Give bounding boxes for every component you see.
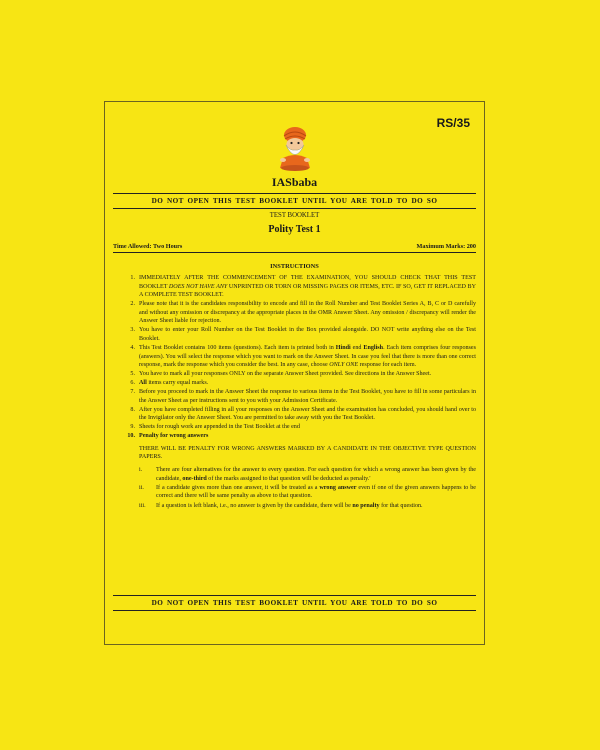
sage-mascot-icon bbox=[274, 124, 316, 172]
list-item: 9. Sheets for rough work are appended in the Test Booklet at the end bbox=[130, 424, 300, 431]
list-item: 10. Penalty for wrong answers bbox=[127, 433, 209, 440]
instructions-heading: INSTRUCTIONS bbox=[270, 263, 319, 270]
list-item: iii. If a question is left blank, i.e., no answer is given by the candidate, there will be no penalty for that question. bbox=[139, 502, 423, 509]
warning-banner-top: DO NOT OPEN THIS TEST BOOKLET UNTIL YOU ARE TOLD TO DO SO bbox=[151, 197, 438, 205]
penalty-intro: THERE WILL BE PENALTY FOR WRONG ANSWERS MARKED BY A CANDIDATE IN THE OBJECTIVE TYPE QUESTION PAPERS. bbox=[139, 445, 476, 461]
brand-name: IASbaba bbox=[271, 175, 318, 189]
test-title: Polity Test 1 bbox=[268, 224, 321, 235]
booklet-label: TEST BOOKLET bbox=[269, 212, 320, 219]
warning-banner-bottom: DO NOT OPEN THIS TEST BOOKLET UNTIL YOU ARE TOLD TO DO SO bbox=[151, 599, 438, 607]
instructions-list bbox=[122, 274, 476, 511]
list-item: ii. If a candidate gives more than one answer, it will be treated as a wrong answer even if one of the given answers happens to be correct and there will be same penalty as above to that question. bbox=[139, 484, 476, 500]
series-code: RS/35 bbox=[436, 116, 470, 130]
list-item: 2. Please note that it is the candidates responsibility to encode and fill in the Roll Number and Test Booklet Series A, B, C or D carefully and without any omission or discrepancy at the appropriate places in the OMR Answer Sheet. Any omission / discrepancy will render the Answer Sheet liable for rejection. bbox=[130, 301, 476, 325]
divider bbox=[113, 610, 476, 611]
list-item: 7. Before you proceed to mark in the Answer Sheet the response to various items in the Test Booklet, you have to fill in some particulars in the Answer Sheet as per instructions sent to you with your Admission Certificate. bbox=[130, 389, 476, 404]
divider bbox=[113, 595, 476, 596]
list-item: 1. IMMEDIATELY AFTER THE COMMENCEMENT OF THE EXAMINATION, YOU SHOULD CHECK THAT THIS TEST BOOKLET DOES NOT HAVE ANY UNPRINTED OR TORN OR MISSING PAGES OR ITEMS, ETC. IF SO, GET IT REPLACED BY A COMPLETE TEST BOOKLET. bbox=[130, 275, 476, 299]
list-item: 4. This Test Booklet contains 100 items (questions). Each item is printed both in Hindi end English. Each item comprises four responses (answers). You will select the response which you want to mark on the Answer Sheet. In case you feel that there is more than one correct response, mark the response which you consider the best. In any case, choose ONLY ONE response for each item. bbox=[130, 344, 476, 369]
divider bbox=[113, 193, 476, 194]
divider bbox=[113, 208, 476, 209]
list-item: i. There are four alternatives for the answer to every question. For each question for which a wrong answer has been given by the candidate, one-third of the marks assigned to that question will be deducted as penalty.' bbox=[139, 466, 476, 482]
list-item: 5. You have to mark all your responses ONLY on the separate Answer Sheet provided. See directions in the Answer Sheet. bbox=[130, 371, 432, 378]
list-item: 8. After you have completed filling in all your responses on the Answer Sheet and the examination has concluded, you should hand over to the Invigilator only the Answer Sheet. You are permitted to take away with you the Test Booklet. bbox=[130, 406, 476, 422]
maximum-marks: Maximum Marks: 200 bbox=[416, 243, 476, 250]
list-item: 3. You have to enter your Roll Number on the Test Booklet in the Box provided alongside. DO NOT write anything else on the Test Booklet. bbox=[130, 327, 476, 342]
divider bbox=[113, 252, 476, 253]
test-booklet-cover bbox=[104, 101, 485, 645]
time-allowed: Time Allowed: Two Hours bbox=[113, 243, 183, 250]
list-item: 6. All items carry equal marks. bbox=[130, 380, 209, 387]
